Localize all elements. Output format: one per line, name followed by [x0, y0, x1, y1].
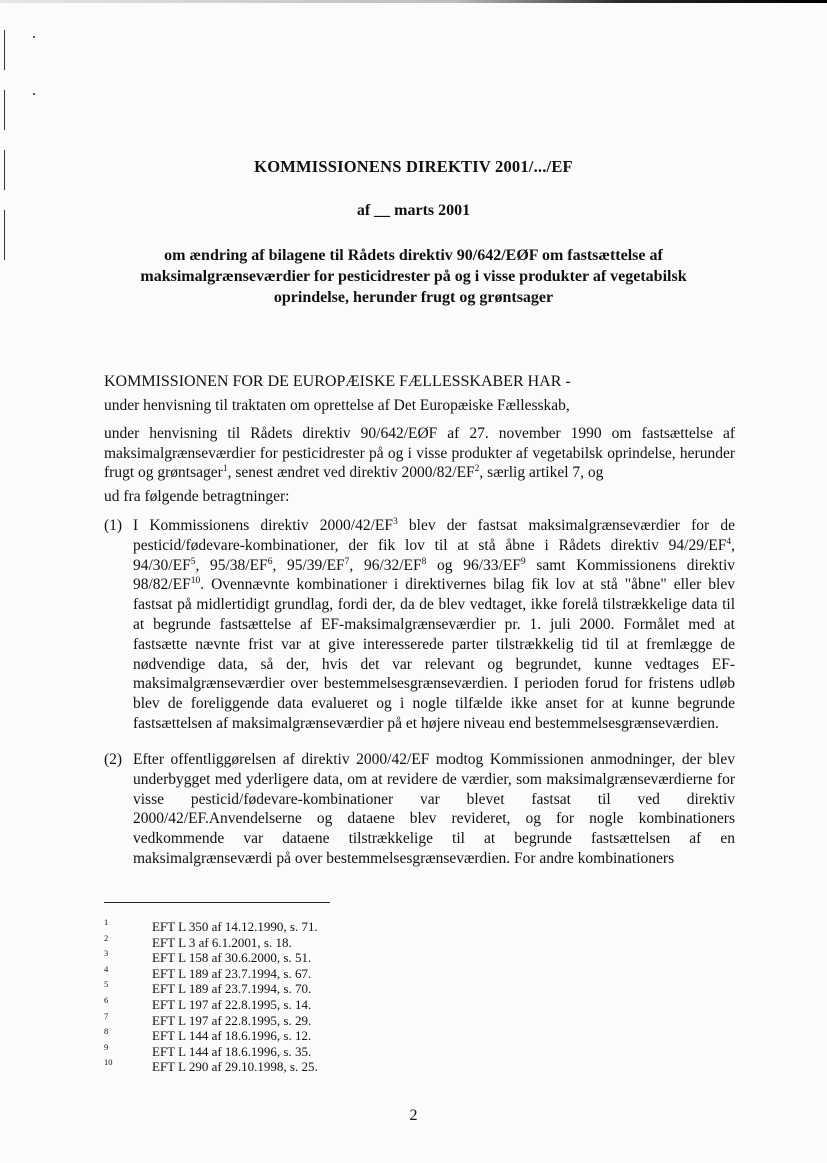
- scan-left-edge: [4, 90, 5, 130]
- document-title: KOMMISSIONENS DIREKTIV 2001/.../EF: [254, 157, 573, 176]
- document-date: af __ marts 2001: [356, 202, 471, 219]
- footnote-separator: [104, 902, 330, 903]
- footnote-ref: 8: [421, 556, 427, 567]
- item-text: I Kommissionens direktiv $2000/42/EF^3$ blev der fastsat maksimalgrænseværdier for de pesticid/fødevare-kombinationer, der fik lov til at stå åbne i Rådets direktiv $94/29/EF^4$, $94/30/EF^5$, $95/38/EF^6$, $95/39/EF^7$, $96/32/EF^8$ og $96/33/EF^9$ samt Kommissionens direktiv 98/82/EF$^{10}$. Ovennævnte kombinationer i direktivernes bilag fik lov at stå "åbne" eller blev fastsat på midlertidigt grundlag, fordi der, da de blev vedtaget, ikke forelå tilstrækkelige data til at begrunde fastsættelse af EF-maksimalgrænseværdier pr. 1. juli 2000. Formålet med at fastsætte nævnte frist var at give interesserede parter tilstrækkelig tid til at fremlægge de nødvendige data, så der, hvis det var relevant og begrundet, kunne vedtages EF-maksimalgrænseværdier over bestemmelsesgrænseværdien. I perioden forud for fristens udløb blev de foreliggende data evalueret og i nogle tilfælde ikke anset for at kunne begrunde fastsættelsen af maksimalgrænseværdier på et højere niveau end bestemmelsesgrænseværdien.: [133, 516, 736, 732]
- commission-heading: KOMMISSIONEN FOR DE EUROPÆISKE FÆLLESSKABER HAR -: [104, 373, 571, 390]
- document-subject: om ændring af bilagene til Rådets direktiv 90/642/EØF om fastsættelse af maksimalgrænseværdier for pesticidrester på og i visse produkter af vegetabilsk oprindelse, herunder frugt og grøntsager: [140, 247, 687, 306]
- recital-treaty: under henvisning til traktaten om oprettelse af Det Europæiske Fællesskab,: [104, 397, 570, 414]
- footnote-ref: 4: [726, 536, 732, 547]
- scan-left-edge: [4, 30, 5, 70]
- recital-directive: under henvisning til Rådets direktiv 90/642/EØF af 27. november 1990 om fastsættelse af maksimalgrænseværdier for pesticidrester på og i visse produkter af vegetabilsk oprindelse, herunder frugt og grøntsager$^1$, senest ændret ved direktiv $2000/82/EF^2$, særlig artikel 7, og: [104, 425, 735, 482]
- footnote-ref: 2: [474, 464, 480, 475]
- scan-speck: [33, 93, 35, 95]
- scan-top-edge: [0, 0, 827, 3]
- consideration-item: [104, 516, 735, 734]
- footnote-ref: 5: [190, 556, 196, 567]
- consideration-item: [104, 750, 735, 869]
- item-number: (1): [104, 517, 123, 534]
- footnote-ref: 7: [344, 556, 350, 567]
- scan-speck: [33, 36, 35, 38]
- footnote-ref: 9: [520, 556, 526, 567]
- considerations-intro: ud fra følgende betragtninger:: [104, 488, 290, 505]
- item-number: (2): [104, 751, 123, 768]
- footnote-ref: 10: [190, 576, 201, 587]
- footnote-ref: 3: [392, 516, 398, 527]
- footnote-ref: 1: [222, 464, 228, 475]
- footnote-ref: 6: [267, 556, 273, 567]
- item-text: Efter offentliggørelsen af direktiv 2000/42/EF modtog Kommissionen anmodninger, der blev underbygget med yderligere data, om at revidere de værdier, som maksimalgrænseværdierne for visse pesticid/fødevare-kombinationer var blevet fastsat til ved direktiv 2000/42/EF.Anvendelserne og dataene blev revideret, og for nogle kombinationers vedkommende var dataene tilstrækkelige til at begrunde fastsættelsen af en maksimalgrænseværdi på over bestemmelsesgrænseværdien. For andre kombinationers: [133, 751, 735, 867]
- page-number: 2: [409, 1107, 418, 1124]
